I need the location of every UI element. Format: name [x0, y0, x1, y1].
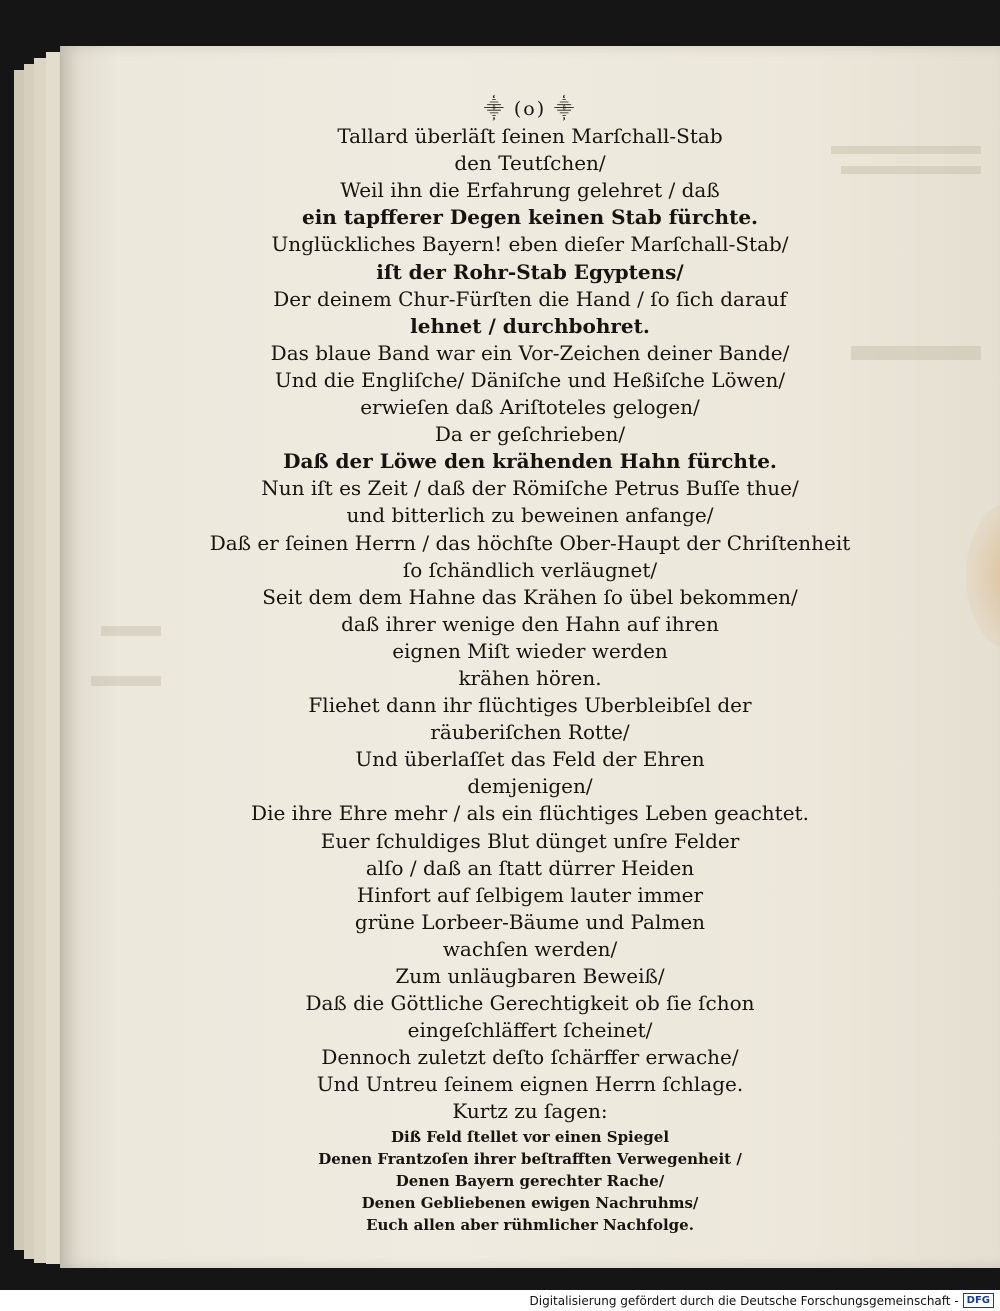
text-line: Hinfort auf ſelbigem lauter immer [356, 882, 704, 907]
closing-line: Denen Frantzoſen ihrer beſtrafften Verwegenheit / [318, 1149, 742, 1168]
text-line: ſo ſchändlich verläugnet/ [402, 557, 658, 582]
closing-line: Denen Bayern gerechter Rache/ [395, 1171, 665, 1190]
text-line: Zum unläugbaren Beweiß/ [395, 964, 665, 988]
text-line: Und Untreu ſeinem eignen Herrn ſchlage. [316, 1072, 744, 1097]
text-line: Der deinem Chur-Fürſten die Hand / ſo ſich darauf [273, 286, 787, 311]
text-line: erwieſen daß Ariſtoteles gelogen/ [360, 395, 700, 420]
text-line: daß ihrer wenige den Hahn auf ihren [341, 611, 719, 636]
text-line: Kurtz zu ſagen: [452, 1099, 608, 1124]
text-line: grüne Lorbeer-Bäume und Palmen [354, 909, 706, 934]
paper-stain [966, 501, 1000, 651]
page-text [160, 96, 900, 1236]
text-line: iſt der Rohr-Stab Egyptens/ [376, 259, 684, 284]
text-line: Die ihre Ehre mehr / als ein flüchtiges Leben geachtet. [251, 801, 809, 826]
dfg-logo: DFG [963, 1293, 994, 1308]
text-line: Nun iſt es Zeit / daß der Römiſche Petrus Buſſe thue/ [261, 476, 799, 501]
text-line: Daß der Löwe den krähenden Hahn fürchte. [283, 449, 777, 474]
closing-line: Euch allen aber rühmlicher Nachfolge. [366, 1215, 694, 1234]
page-header: ⸎ (o) ⸎ [484, 98, 576, 120]
text-line: Dennoch zuletzt deſto ſchärffer erwache/ [321, 1045, 739, 1070]
digitization-footer [0, 1290, 1000, 1311]
text-line: eingeſchläffert ſcheinet/ [407, 1018, 653, 1043]
closing-line: Denen Gebliebenen ewigen Nachruhms/ [361, 1193, 699, 1212]
text-line: alſo / daß an ſtatt dürrer Heiden [365, 855, 695, 880]
text-line: Das blaue Band war ein Vor-Zeichen deiner Bande/ [270, 340, 790, 365]
text-line: Und die Engliſche/ Däniſche und Heßiſche Löwen/ [274, 367, 786, 392]
text-line: Daß er ſeinen Herrn / das höchſte Ober-Haupt der Chriſtenheit [209, 530, 851, 555]
text-line: krähen hören. [458, 665, 602, 690]
text-line: und bitterlich zu beweinen anfange/ [346, 503, 714, 528]
text-line: Unglückliches Bayern! eben dieſer Marſchall-Stab/ [271, 232, 789, 257]
footer-text: Digitalisierung gefördert durch die Deutsche Forschungsgemeinschaft - [529, 1293, 959, 1308]
text-line: Euer ſchuldiges Blut dünget unſre Felder [320, 828, 740, 853]
text-line: demjenigen/ [467, 774, 593, 799]
text-line: lehnet / durchbohret. [410, 313, 650, 338]
text-line: ein tapfferer Degen keinen Stab fürchte. [301, 205, 759, 230]
text-line: Fliehet dann ihr flüchtiges Uberbleibſel der [308, 693, 752, 718]
text-line: Daß die Göttliche Gerechtigkeit ob ſie ſchon [305, 991, 755, 1016]
text-line: Tallard überläſt ſeinen Marſchall-Stab [337, 124, 723, 149]
text-line: Seit dem dem Hahne das Krähen ſo übel bekommen/ [262, 584, 798, 609]
text-line: Und überlaſſet das Feld der Ehren [355, 747, 705, 772]
text-line: den Teutſchen/ [454, 151, 606, 176]
text-line: Weil ihn die Erfahrung gelehret / daß [340, 178, 720, 203]
text-line: eignen Miſt wieder werden [392, 638, 668, 663]
text-line: Da er geſchrieben/ [434, 422, 626, 447]
text-line: räuberiſchen Rotte/ [430, 720, 630, 745]
closing-line: Diß Feld ſtellet vor einen Spiegel [390, 1127, 670, 1146]
text-line: wachſen werden/ [442, 936, 618, 961]
